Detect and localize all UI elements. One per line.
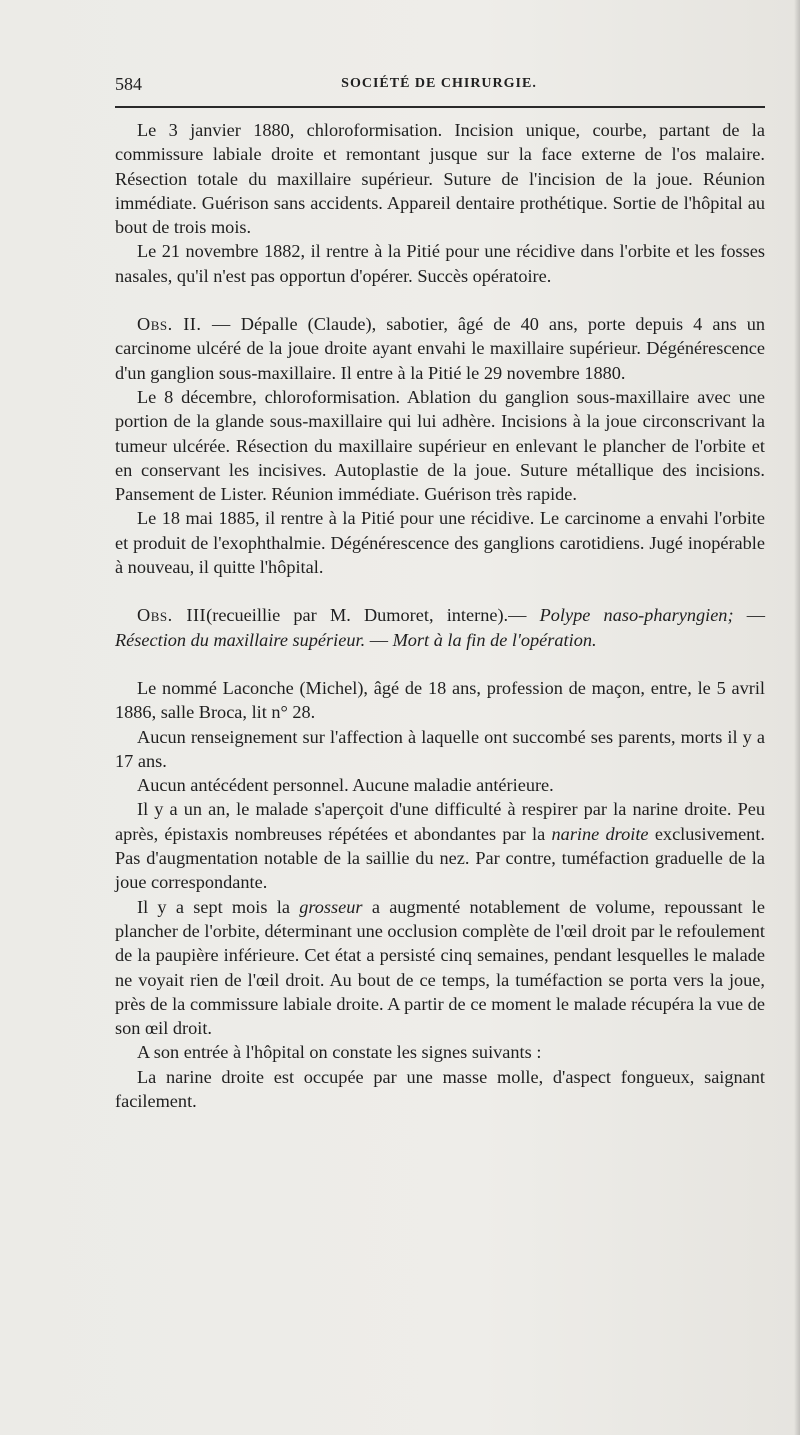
breathing-text-end: exclusivement. Pas d'augmentation notable de la saillie du nez. Par contre, tuméfaction graduelle de la joue correspondante. xyxy=(115,823,765,893)
growth-text: Il y a sept mois la xyxy=(137,896,300,917)
paragraph-admission-signs: A son entrée à l'hôpital on constate les signes suivants : xyxy=(137,1042,542,1063)
paragraph-recurrence-1882: Le 21 novembre 1882, il rentre à la Pitié pour une récidive dans l'orbite et les fosses nasales, qu'il n'est pas opportun d'opérer. Succès opératoire. xyxy=(115,241,765,286)
obs-3-dash-2: — xyxy=(365,629,393,650)
obs-2-label: Obs. II. — xyxy=(137,314,231,335)
breathing-text: Il y a un an, le malade s'aperçoit d'une difficulté à respirer par la narine droite. Peu après, épistaxis nombreuses répétées et abondantes par la xyxy=(115,799,765,844)
paragraph-patient-entry: Le nommé Laconche (Michel), âgé de 18 ans, profession de maçon, entre, le 5 avril 1886, salle Broca, lit n° 28. xyxy=(115,677,765,723)
obs-3-title-3: Mort à la fin de l'opération. xyxy=(392,629,597,650)
obs-3-dash-1: — xyxy=(733,605,766,626)
obs-2-text: Dépalle (Claude), sabotier, âgé de 40 ans, porte depuis 4 ans un carcinome ulcéré de la joue droite ayant envahi le maxillaire supérieur. Dégénérescence d'un ganglion sous-maxillaire. Il entre à la Pitié le 29 novembre 1880. xyxy=(115,314,766,383)
paragraph-surgery-1880: Le 3 janvier 1880, chloroformisation. Incision unique, courbe, partant de la commissure labiale droite et remontant jusque sur la face externe de l'os malaire. Résection totale du maxillaire supérieur. Suture de l'incision de la joue. Réunion immédiate. Guérison sans accidents. Appareil dentaire prothétique. Sortie de l'hôpital au bout de trois mois. xyxy=(115,120,765,238)
paragraph-obs-3-heading xyxy=(115,603,765,652)
growth-text-end: a augmenté notablement de volume, repoussant le plancher de l'orbite, déterminant une occlusion complète de l'œil droit par le refoulement de la paupière inférieure. Cet état a persisté cinq semaines, pendant lesquelles le malade ne voyait rien de l'œil droit. Au bout de ce temps, la tuméfaction se porta vers la joue, près de la commissure labiale droite. A partir de ce moment le malade récupéra la vue de son œil droit. xyxy=(115,896,765,1039)
paragraph-parents: Aucun renseignement sur l'affection à laquelle ont succombé ses parents, morts il y a 17 ans. xyxy=(115,726,765,771)
obs-3-label: Obs. III xyxy=(137,605,207,626)
breathing-italic: narine droite xyxy=(551,823,649,844)
obs-3-note: (recueillie par M. Dumoret, interne).— xyxy=(206,605,540,626)
page-edge-shadow xyxy=(794,0,800,1435)
page-number: 584 xyxy=(115,74,142,94)
obs-3-title-2: Résection du maxillaire supérieur. xyxy=(115,629,366,650)
obs-3-title-1: Polype naso-pharyngien; xyxy=(539,605,734,626)
paragraph-recurrence-1885: Le 18 mai 1885, il rentre à la Pitié pour une récidive. Le carcinome a envahi l'orbite et produit de l'exophthalmie. Dégénérescence des ganglions carotidiens. Jugé inopérable à nouveau, il quitte l'hôpital. xyxy=(115,508,765,578)
paragraph-antecedents: Aucun antécédent personnel. Aucune maladie antérieure. xyxy=(137,775,554,796)
paragraph-breathing xyxy=(115,797,765,894)
page-header xyxy=(115,74,763,98)
body-text xyxy=(115,118,765,1113)
paragraph-obs-2 xyxy=(115,312,765,385)
paragraph-nostril: La narine droite est occupée par une masse molle, d'aspect fongueux, saignant facilement. xyxy=(115,1066,765,1111)
paragraph-growth xyxy=(115,895,765,1041)
paragraph-operation-december: Le 8 décembre, chloroformisation. Ablation du ganglion sous-maxillaire avec une portion de la glande sous-maxillaire qui lui adhère. Incisions à la joue circonscrivant la tumeur ulcérée. Résection du maxillaire supérieur en enlevant le plancher de l'orbite et en conservant les incisives. Autoplastie de la joue. Suture métallique des incisions. Pansement de Lister. Réunion immédiate. Guérison très rapide. xyxy=(115,386,765,505)
running-title: SOCIÉTÉ DE CHIRURGIE. xyxy=(341,76,537,91)
header-rule xyxy=(115,106,765,108)
growth-italic: grosseur xyxy=(299,896,363,917)
